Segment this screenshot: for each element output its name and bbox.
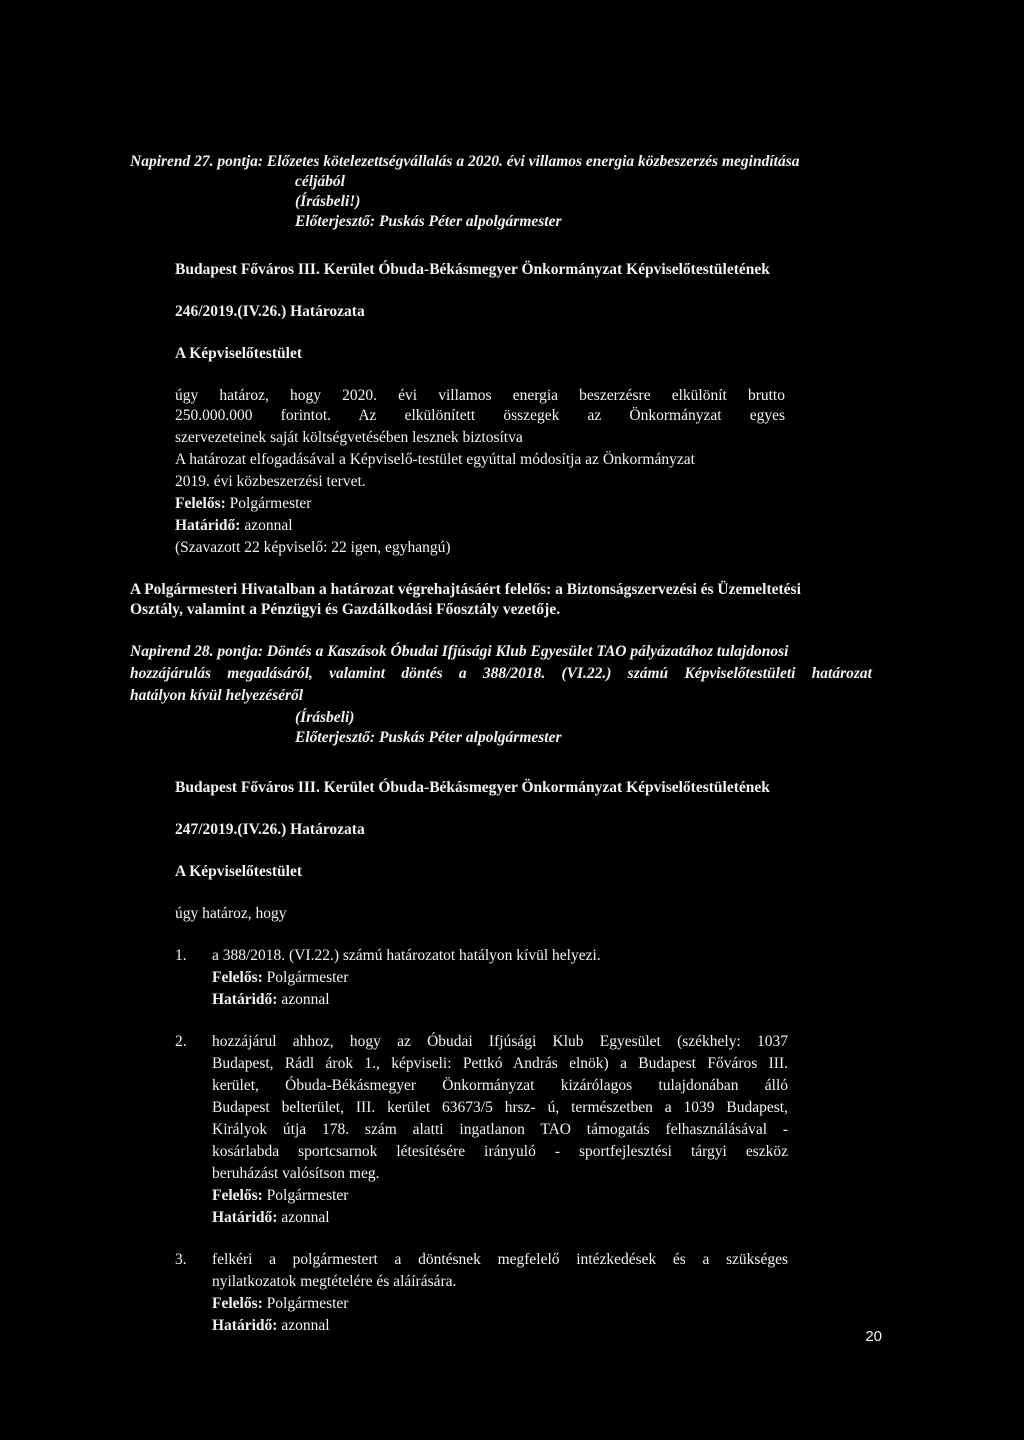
point-responsible — [212, 1186, 348, 1206]
page-number: 20 — [865, 1328, 882, 1345]
agenda-item-27-title-line2: céljából — [295, 173, 345, 190]
deadline-value: azonnal — [281, 1209, 330, 1226]
point-deadline — [212, 990, 330, 1010]
responsible-label: Felelős: — [212, 1187, 263, 1204]
agenda-item-27-title-line1: Napirend 27. pontja: Előzetes kötelezettségvállalás a 2020. évi villamos energia közbeszerzés megindítása — [130, 153, 800, 170]
resolution-246-text-line: úgy határoz, hogy 2020. évi villamos energia beszerzésre elkülönít brutto — [175, 387, 785, 404]
agenda-item-28-type: (Írásbeli) — [295, 709, 355, 726]
point-responsible — [212, 1294, 348, 1314]
agenda-item-28-title-line1: Napirend 28. pontja: Döntés a Kaszások Óbudai Ifjúsági Klub Egyesület TAO pályázatához tulajdonosi — [130, 643, 789, 660]
responsible-value: Polgármester — [266, 969, 349, 986]
resolution-246-body: A Képviselőtestület — [175, 345, 302, 362]
responsible-label: Felelős: — [175, 495, 226, 512]
resolution-246-text-line: 2019. évi közbeszerzési tervet. — [175, 473, 366, 490]
point-text-line: nyilatkozatok megtételére és aláírására. — [212, 1273, 457, 1290]
resolution-247-intro: úgy határoz, hogy — [175, 905, 287, 922]
deadline-label: Határidő: — [212, 1317, 278, 1334]
resolution-246-text-line: 250.000.000 forintot. Az elkülönített összegek az Önkormányzat egyes — [175, 407, 785, 424]
point-text-line: felkéri a polgármestert a döntésnek megfelelő intézkedések és a szükséges — [212, 1251, 788, 1268]
point-text-line: hozzájárul ahhoz, hogy az Óbudai Ifjúsági Klub Egyesület (székhely: 1037 — [212, 1033, 788, 1050]
responsible-label: Felelős: — [212, 969, 263, 986]
point-text-line: kerület, Óbuda-Békásmegyer Önkormányzat kizárólagos tulajdonában álló — [212, 1077, 788, 1094]
agenda-item-28-title-line2: hozzájárulás megadásáról, valamint döntés a 388/2018. (VI.22.) számú Képviselőtestületi határozat — [130, 665, 872, 682]
resolution-246-deadline — [175, 516, 293, 536]
responsible-value: Polgármester — [229, 495, 312, 512]
resolution-247-body: A Képviselőtestület — [175, 863, 302, 880]
resolution-246-text-line: A határozat elfogadásával a Képviselő-testület egyúttal módosítja az Önkormányzat — [175, 451, 695, 468]
resolution-246-text-line: szervezeteinek saját költségvetésében lesznek biztosítva — [175, 429, 523, 446]
deadline-label: Határidő: — [212, 1209, 278, 1226]
point-number: 2. — [175, 1033, 187, 1050]
agenda-item-28-title-line3: hatályon kívül helyezéséről — [130, 687, 304, 704]
point-text-line: Budapest, Rádl árok 1., képviseli: Pettkó András elnök) a Budapest Főváros III. — [212, 1055, 788, 1072]
responsible-label: Felelős: — [212, 1295, 263, 1312]
council-header: Budapest Főváros III. Kerület Óbuda-Békásmegyer Önkormányzat Képviselőtestületének — [175, 261, 770, 278]
execution-line1: A Polgármesteri Hivatalban a határozat végrehajtásáért felelős: a Biztonságszervezési és Üzemeltetési — [130, 581, 801, 598]
resolution-246-responsible — [175, 494, 311, 514]
deadline-value: azonnal — [281, 991, 330, 1008]
execution-line2: Osztály, valamint a Pénzügyi és Gazdálkodási Főosztály vezetője. — [130, 601, 561, 618]
point-text-line: Budapest belterület, III. kerület 63673/5 hrsz- ú, természetben a 1039 Budapest, — [212, 1099, 788, 1116]
point-number: 3. — [175, 1251, 187, 1268]
resolution-246-vote: (Szavazott 22 képviselő: 22 igen, egyhangú) — [175, 539, 451, 556]
deadline-value: azonnal — [244, 517, 293, 534]
point-number: 1. — [175, 947, 187, 964]
resolution-247-number: 247/2019.(IV.26.) Határozata — [175, 821, 365, 838]
resolution-246-number: 246/2019.(IV.26.) Határozata — [175, 303, 365, 320]
responsible-value: Polgármester — [266, 1187, 349, 1204]
agenda-item-27-type: (Írásbeli!) — [295, 193, 361, 210]
point-text-line: beruházást valósítson meg. — [212, 1165, 380, 1182]
deadline-label: Határidő: — [175, 517, 241, 534]
agenda-item-27-presenter: Előterjesztő: Puskás Péter alpolgármester — [295, 213, 562, 230]
council-header: Budapest Főváros III. Kerület Óbuda-Békásmegyer Önkormányzat Képviselőtestületének — [175, 779, 770, 796]
point-text-line: a 388/2018. (VI.22.) számú határozatot hatályon kívül helyezi. — [212, 947, 601, 964]
point-text-line: kosárlabda sportcsarnok létesítésére irányuló - sportfejlesztési tárgyi eszköz — [212, 1143, 788, 1160]
point-deadline — [212, 1208, 330, 1228]
agenda-item-28-presenter: Előterjesztő: Puskás Péter alpolgármester — [295, 729, 562, 746]
point-deadline — [212, 1316, 330, 1336]
point-responsible — [212, 968, 348, 988]
deadline-label: Határidő: — [212, 991, 278, 1008]
deadline-value: azonnal — [281, 1317, 330, 1334]
responsible-value: Polgármester — [266, 1295, 349, 1312]
point-text-line: Királyok útja 178. szám alatti ingatlanon TAO támogatás felhasználásával - — [212, 1121, 788, 1138]
